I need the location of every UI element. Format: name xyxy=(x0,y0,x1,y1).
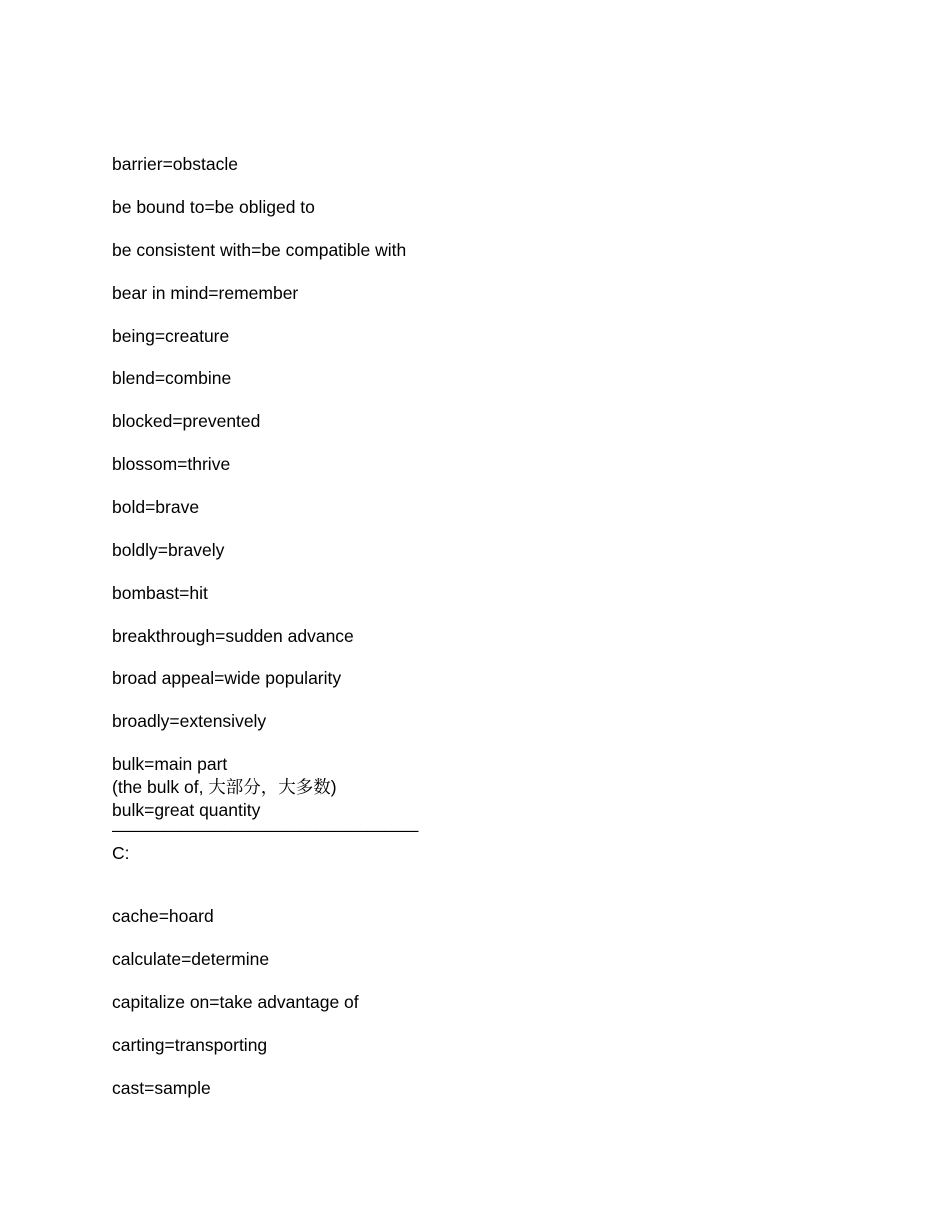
entry-bombast: bombast=hit xyxy=(112,583,208,603)
entry-be-bound-to: be bound to=be obliged to xyxy=(112,197,315,217)
entry-calculate: calculate=determine xyxy=(112,949,270,969)
entry-cast: cast=sample xyxy=(112,1078,211,1098)
entry-bear-in-mind: bear in mind=remember xyxy=(112,283,299,303)
entry-be-consistent-with: be consistent with=be compatible with xyxy=(112,240,407,260)
entry-being: being=creature xyxy=(112,326,230,346)
entry-blocked: blocked=prevented xyxy=(112,411,261,431)
entry-broadly: broadly=extensively xyxy=(112,711,267,731)
entry-bulk-main-part: bulk=main part xyxy=(112,754,228,774)
section-heading-c: C: xyxy=(112,843,130,863)
entry-blend: blend=combine xyxy=(112,368,232,388)
entry-bulk-note: (the bulk of, 大部分，大多数) xyxy=(112,777,337,797)
entry-broad-appeal: broad appeal=wide popularity xyxy=(112,668,342,688)
entry-boldly: boldly=bravely xyxy=(112,540,225,560)
entry-cache: cache=hoard xyxy=(112,906,214,926)
entry-bulk-great-quantity: bulk=great quantity xyxy=(112,800,261,820)
section-divider: —————————————————— xyxy=(112,820,418,840)
entry-bold: bold=brave xyxy=(112,497,200,517)
entry-carting: carting=transporting xyxy=(112,1035,268,1055)
entry-barrier: barrier=obstacle xyxy=(112,154,238,174)
entry-blossom: blossom=thrive xyxy=(112,454,231,474)
entry-breakthrough: breakthrough=sudden advance xyxy=(112,626,354,646)
entry-capitalize-on: capitalize on=take advantage of xyxy=(112,992,359,1012)
